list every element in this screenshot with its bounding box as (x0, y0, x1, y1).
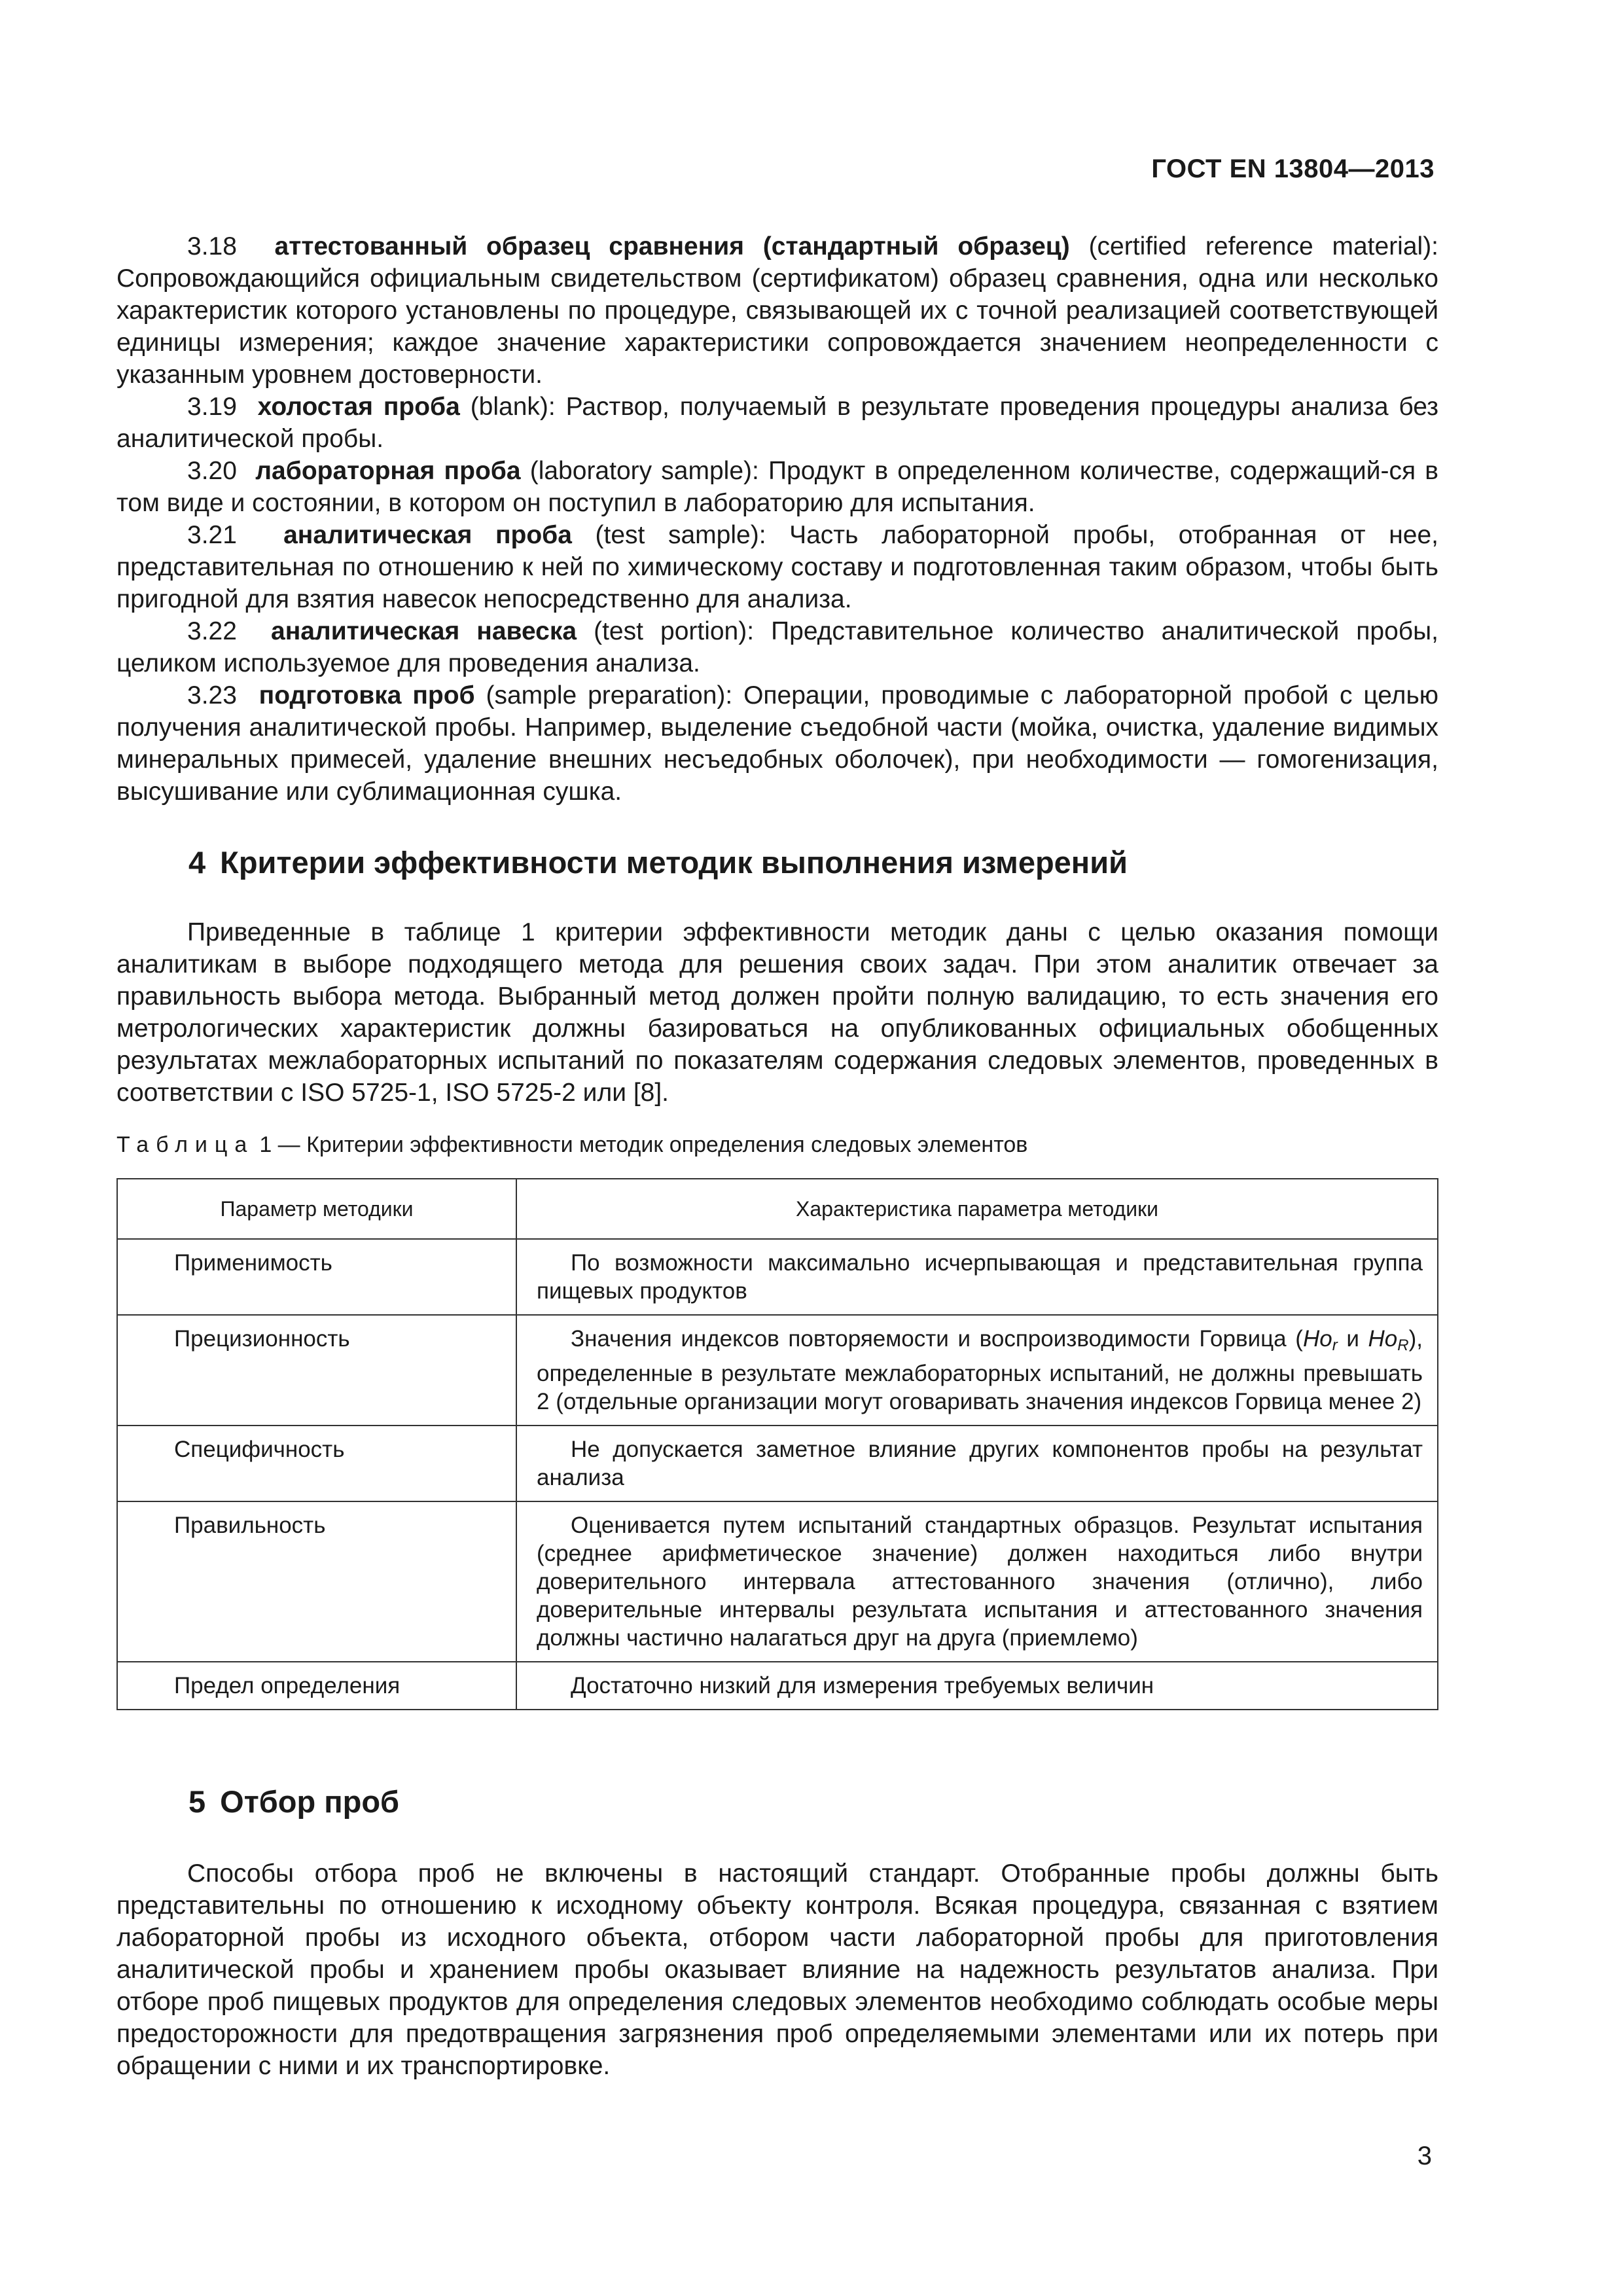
table-cell-param: Прецизионность (117, 1315, 516, 1426)
definition-number: 3.23 (187, 681, 237, 709)
section-5-heading (188, 1784, 399, 1820)
section-5-paragraph: Способы отбора проб не включены в настоящий стандарт. Отобранные пробы должны быть представительны по отношению к исходному объекту контроля. Всякая процедура, связанная с взятием лабораторной пробы из исходного объекта, отбором части лабораторной пробы для приготовления аналитической пробы и хранением пробы оказывает влияние на надежность результатов анализа. При отборе проб пищевых продуктов для определения следовых элементов необходимо соблюдать особые меры предосторожности для предотвращения загрязнения проб определяемыми элементами или их потерь при обращении с ними и их транспортировке. (116, 1859, 1438, 2080)
desc-text: По возможности максимально исчерпывающая и представительная группа пищевых продуктов (537, 1250, 1423, 1304)
column-header: Параметр методики (117, 1179, 516, 1239)
desc-text: и (1337, 1326, 1368, 1352)
definition-text: (sample preparation): Операции, проводимые с лабораторной пробой с целью получения аналитической пробы. Например, выделение съедобной части (мойка, очистка, удаление видимых минеральных примесей, удаление внешних несъедобных оболочек), при необходимости — гомогенизация, высушивание или сублимационная сушка. (116, 681, 1439, 806)
table-cell-desc (516, 1501, 1438, 1662)
table-row (117, 1662, 1438, 1710)
definition-3-21 (116, 519, 1438, 615)
section-number: 4 (188, 845, 206, 880)
symbol-base: Ho (1368, 1326, 1398, 1352)
horwitz-r-symbol (1303, 1326, 1338, 1352)
definition-number: 3.19 (187, 393, 237, 421)
definition-text: (test sample): Часть лабораторной пробы, отобранная от нее, представительная по отношению к ней по химическому составу и подготовленная таким образом, чтобы быть пригодной для взятия навесок непосредственно для анализа. (116, 521, 1438, 613)
section-5-body (116, 1857, 1438, 2082)
definition-text: (blank): Раствор, получаемый в результате проведения процедуры анализа без аналитической пробы. (116, 393, 1439, 453)
criteria-table (116, 1178, 1438, 1710)
definition-3-20 (116, 455, 1438, 519)
definition-3-18 (116, 230, 1438, 391)
table-row (117, 1426, 1438, 1501)
desc-text: ), определенные в результате межлабораторных испытаний, не должны превышать 2 (отдельные организации могут оговаривать значения индексов Горвица менее 2) (537, 1326, 1423, 1414)
document-header: ГОСТ EN 13804—2013 (1151, 154, 1435, 183)
definition-number: 3.22 (187, 617, 237, 645)
table-cell-desc (516, 1239, 1438, 1315)
table-header-row (117, 1179, 1438, 1239)
table-cell-param: Правильность (117, 1501, 516, 1662)
definition-term: подготовка проб (259, 681, 475, 709)
definition-term: холостая проба (257, 393, 460, 421)
section-title: Критерии эффективности методик выполнения измерений (220, 845, 1128, 880)
table-caption-label: Таблица (116, 1132, 255, 1157)
definition-term: аналитическая проба (283, 521, 572, 549)
definition-number: 3.21 (187, 521, 237, 549)
table-cell-desc (516, 1315, 1438, 1426)
definition-3-22 (116, 615, 1438, 679)
definitions-block (116, 230, 1438, 808)
table-cell-param: Специфичность (117, 1426, 516, 1501)
table-row (117, 1501, 1438, 1662)
table-caption (116, 1132, 1027, 1158)
desc-text: Значения индексов повторяемости и воспроизводимости Горвица ( (571, 1326, 1303, 1352)
definition-text: (laboratory sample): Продукт в определенном количестве, содержащий-ся в том виде и состоянии, в котором он поступил в лабораторию для испытания. (116, 457, 1438, 517)
definition-3-19 (116, 391, 1438, 455)
section-title: Отбор проб (220, 1784, 400, 1819)
definition-term: лабораторная проба (255, 457, 521, 485)
section-4-paragraph: Приведенные в таблице 1 критерии эффективности методик даны с целью оказания помощи аналитикам в выборе подходящего метода для решения своих задач. При этом аналитик отвечает за правильность выбора метода. Выбранный метод должен пройти полную валидацию, то есть значения его метрологических характеристик должны базироваться на опубликованных официальных обобщенных результатах межлабораторных испытаний по показателям содержания следовых элементов, проведенных в соответствии с ISO 5725-1, ISO 5725-2 или [8]. (116, 918, 1438, 1107)
table-caption-text: 1 — Критерии эффективности методик определения следовых элементов (259, 1132, 1028, 1157)
table-row (117, 1239, 1438, 1315)
definition-term: аналитическая навеска (271, 617, 577, 645)
definition-text: (certified reference material): Сопровождающийся официальным свидетельством (сертификатом) образец сравнения, одна или несколько характеристик которого установлены по процедуре, связывающей их с точной реализацией соответствующей единицы измерения; каждое значение характеристики сопровождается значением неопределенности с указанным уровнем достоверности. (116, 232, 1439, 389)
column-header: Характеристика параметра методики (516, 1179, 1438, 1239)
page-number: 3 (1417, 2142, 1432, 2170)
section-4-heading (188, 844, 1128, 880)
desc-text: Не допускается заметное влияние других компонентов пробы на результат анализа (537, 1437, 1423, 1490)
table-cell-desc (516, 1662, 1438, 1710)
symbol-sub: R (1397, 1336, 1409, 1354)
table-row (117, 1315, 1438, 1426)
definition-3-23 (116, 679, 1438, 808)
definition-term: аттестованный образец сравнения (стандартный образец) (274, 232, 1070, 260)
desc-text: Оценивается путем испытаний стандартных образцов. Результат испытания (среднее арифметическое значение) должен находиться либо внутри доверительного интервала аттестованного значения (отлично), либо доверительные интервалы результата испытания и аттестованного значения должны частично налагаться друг на друга (приемлемо) (537, 1513, 1423, 1651)
definition-number: 3.18 (187, 232, 237, 260)
section-4-body (116, 916, 1438, 1109)
section-number: 5 (188, 1784, 206, 1819)
desc-text: Достаточно низкий для измерения требуемых величин (571, 1673, 1154, 1698)
symbol-base: Ho (1302, 1326, 1332, 1352)
definition-number: 3.20 (187, 457, 237, 485)
table-cell-param: Применимость (117, 1239, 516, 1315)
definition-text: (test portion): Представительное количество аналитической пробы, целиком используемое для проведения анализа. (116, 617, 1438, 677)
horwitz-R-symbol (1368, 1326, 1409, 1352)
table-cell-desc (516, 1426, 1438, 1501)
symbol-sub: r (1332, 1336, 1338, 1354)
table-cell-param: Предел определения (117, 1662, 516, 1710)
